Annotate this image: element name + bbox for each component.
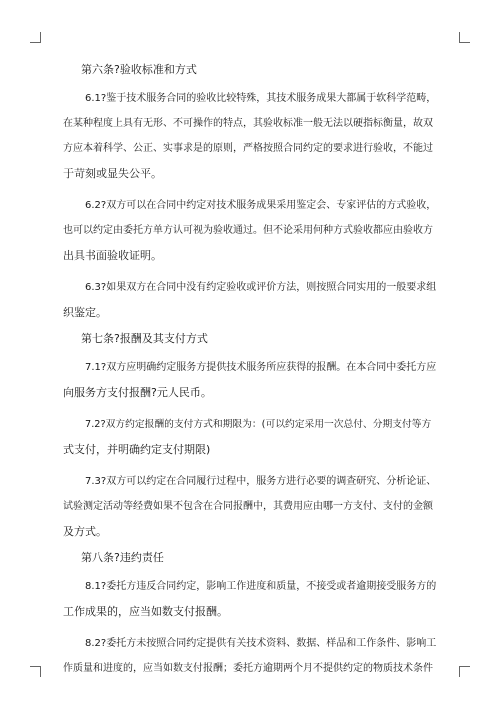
paragraph-line: 6.3?如果双方在合同中没有约定验收或评价方法，则按照合同实用的一般要求组 [85,282,437,293]
paragraph-line: 及方式。 [63,525,107,538]
paragraph-line: 7.3?双方可以约定在合同履行过程中，服务方进行必要的调查研究、分析论证、 [85,476,437,487]
paragraph-line: 8.2?委托方未按照合同约定提供有关技术资料、数据、样品和工作条件、影响工 [85,638,437,649]
clause-paragraph [63,355,439,405]
section-heading: 第六条?验收标准和方式 [81,63,197,76]
crop-mark-bottom-left [30,666,41,677]
paragraph-line: 7.1?双方应明确约定服务方提供技术服务所应获得的报酬。在本合同中委托方应 [85,362,437,373]
document-body [63,63,439,688]
paragraph-line: 向服务方支付报酬?元人民币。 [63,386,212,399]
paragraph-line: 6.2?双方可以在合同中约定对技术服务成果采用鉴定会、专家评估的方式验收， [85,200,437,211]
paragraph-line: 方应本着科学、公正、实事求是的原则，严格按照合同约定的要求进行验收，不能过 [63,143,433,154]
paragraph-line: 出具书面验收证明。 [63,249,162,262]
clause-paragraph [63,469,439,544]
clause-paragraph [63,574,439,624]
clause-paragraph [63,86,439,186]
paragraph-line: 试验测定活动等经费如果不包含在合同报酬中，其费用应由哪一方支付、支付的金额 [63,501,433,512]
crop-mark-top-right [459,32,470,43]
paragraph-line: 7.2?双方约定报酬的支付方式和期限为：(可以约定采用一次总付、分期支付等方 [85,419,432,430]
paragraph-line: 式支付，并明确约定支付期限) [63,443,211,456]
crop-mark-bottom-right [459,666,470,677]
paragraph-line: 8.1?委托方违反合同约定，影响工作进度和质量，不接受或者逾期接受服务方的 [85,581,437,592]
section-heading: 第八条?违约责任 [81,551,164,564]
crop-mark-top-left [30,32,41,43]
paragraph-line: 作质量和进度的，应当如数支付报酬；委托方逾期两个月不提供约定的物质技术条件 [63,663,433,674]
clause-paragraph [63,412,439,462]
clause-paragraph [63,193,439,268]
paragraph-line: 在某种程度上具有无形、不可操作的特点，其验收标准一般无法以硬指标衡量，故双 [63,118,433,129]
section-heading: 第七条?报酬及其支付方式 [81,332,208,345]
paragraph-line: 织鉴定。 [63,306,107,319]
paragraph-line: 工作成果的，应当如数支付报酬。 [63,605,228,618]
paragraph-line: 于苛刻或显失公平。 [63,167,162,180]
clause-paragraph [63,275,439,325]
paragraph-line: 6.1?鉴于技术服务合同的验收比较特殊，其技术服务成果大都属于软科学范畴， [85,93,437,104]
clause-paragraph [63,631,439,681]
paragraph-line: 也可以约定由委托方单方认可视为验收通过。但不论采用何种方式验收都应由验收方 [63,225,433,236]
